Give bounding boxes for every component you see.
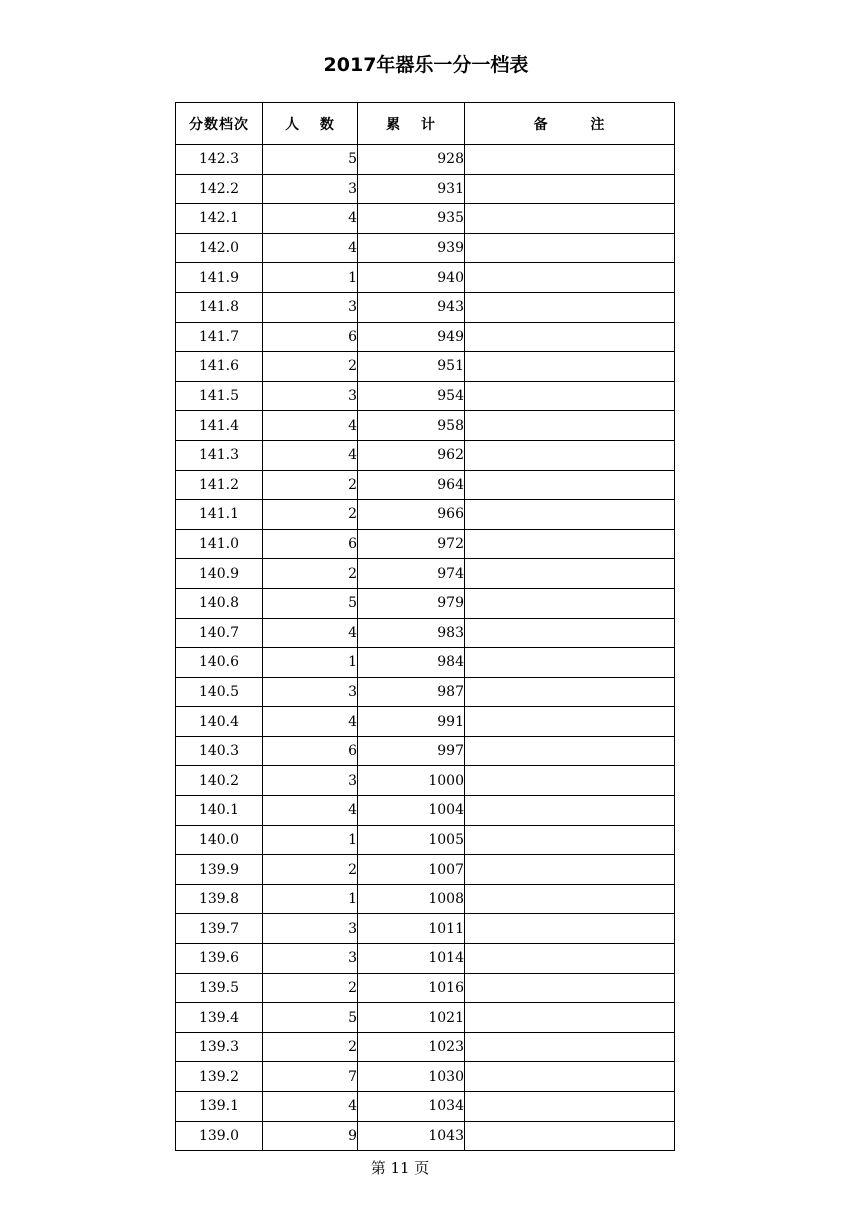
cumulative-cell: 1000 bbox=[358, 766, 465, 796]
header-remarks: 备 注 bbox=[465, 103, 675, 145]
cumulative-cell: 1034 bbox=[358, 1092, 465, 1122]
cumulative-cell: 943 bbox=[358, 292, 465, 322]
table-row bbox=[176, 855, 675, 885]
count-cell: 2 bbox=[263, 559, 358, 589]
score-cell: 139.5 bbox=[176, 973, 263, 1003]
table-row bbox=[176, 973, 675, 1003]
table-row bbox=[176, 559, 675, 589]
table-row bbox=[176, 322, 675, 352]
cumulative-cell: 1014 bbox=[358, 944, 465, 974]
cumulative-cell: 1021 bbox=[358, 1003, 465, 1033]
score-cell: 141.8 bbox=[176, 292, 263, 322]
table-row bbox=[176, 707, 675, 737]
score-cell: 140.1 bbox=[176, 796, 263, 826]
remarks-cell bbox=[465, 973, 675, 1003]
cumulative-cell: 1007 bbox=[358, 855, 465, 885]
remarks-cell bbox=[465, 707, 675, 737]
remarks-cell bbox=[465, 1062, 675, 1092]
count-cell: 4 bbox=[263, 411, 358, 441]
score-cell: 142.2 bbox=[176, 174, 263, 204]
cumulative-cell: 1005 bbox=[358, 825, 465, 855]
remarks-cell bbox=[465, 944, 675, 974]
table-row bbox=[176, 736, 675, 766]
table-row bbox=[176, 145, 675, 175]
score-cell: 139.6 bbox=[176, 944, 263, 974]
remarks-cell bbox=[465, 766, 675, 796]
cumulative-cell: 972 bbox=[358, 529, 465, 559]
table-row bbox=[176, 263, 675, 293]
table-row bbox=[176, 529, 675, 559]
count-cell: 4 bbox=[263, 796, 358, 826]
count-cell: 9 bbox=[263, 1121, 358, 1151]
score-cell: 142.3 bbox=[176, 145, 263, 175]
table-row bbox=[176, 1062, 675, 1092]
remarks-cell bbox=[465, 559, 675, 589]
table-row bbox=[176, 470, 675, 500]
remarks-cell bbox=[465, 204, 675, 234]
cumulative-cell: 954 bbox=[358, 381, 465, 411]
page-number: 第 11 页 bbox=[370, 1159, 430, 1177]
count-cell: 6 bbox=[263, 736, 358, 766]
table-row bbox=[176, 1032, 675, 1062]
count-cell: 4 bbox=[263, 618, 358, 648]
cumulative-cell: 1030 bbox=[358, 1062, 465, 1092]
cumulative-cell: 935 bbox=[358, 204, 465, 234]
cumulative-cell: 997 bbox=[358, 736, 465, 766]
score-cell: 139.7 bbox=[176, 914, 263, 944]
remarks-cell bbox=[465, 825, 675, 855]
remarks-cell bbox=[465, 440, 675, 470]
cumulative-cell: 939 bbox=[358, 233, 465, 263]
table-row bbox=[176, 944, 675, 974]
count-cell: 3 bbox=[263, 292, 358, 322]
count-cell: 7 bbox=[263, 1062, 358, 1092]
score-cell: 141.0 bbox=[176, 529, 263, 559]
table-row bbox=[176, 677, 675, 707]
count-cell: 4 bbox=[263, 1092, 358, 1122]
cumulative-cell: 991 bbox=[358, 707, 465, 737]
table-row bbox=[176, 440, 675, 470]
table-row bbox=[176, 825, 675, 855]
count-cell: 2 bbox=[263, 973, 358, 1003]
score-cell: 139.2 bbox=[176, 1062, 263, 1092]
remarks-cell bbox=[465, 1121, 675, 1151]
table-row bbox=[176, 648, 675, 678]
count-cell: 4 bbox=[263, 707, 358, 737]
count-cell: 6 bbox=[263, 529, 358, 559]
count-cell: 2 bbox=[263, 352, 358, 382]
count-cell: 4 bbox=[263, 440, 358, 470]
remarks-cell bbox=[465, 677, 675, 707]
score-cell: 139.4 bbox=[176, 1003, 263, 1033]
cumulative-cell: 962 bbox=[358, 440, 465, 470]
score-cell: 140.0 bbox=[176, 825, 263, 855]
score-cell: 139.3 bbox=[176, 1032, 263, 1062]
remarks-cell bbox=[465, 263, 675, 293]
table-row bbox=[176, 588, 675, 618]
count-cell: 2 bbox=[263, 1032, 358, 1062]
table-row bbox=[176, 1121, 675, 1151]
table-row bbox=[176, 914, 675, 944]
count-cell: 2 bbox=[263, 855, 358, 885]
remarks-cell bbox=[465, 1032, 675, 1062]
count-cell: 1 bbox=[263, 884, 358, 914]
score-cell: 141.6 bbox=[176, 352, 263, 382]
table-row bbox=[176, 1003, 675, 1033]
cumulative-cell: 958 bbox=[358, 411, 465, 441]
cumulative-cell: 983 bbox=[358, 618, 465, 648]
score-cell: 140.9 bbox=[176, 559, 263, 589]
count-cell: 5 bbox=[263, 145, 358, 175]
table-header-row bbox=[176, 103, 675, 145]
score-cell: 140.7 bbox=[176, 618, 263, 648]
score-cell: 141.5 bbox=[176, 381, 263, 411]
score-cell: 140.5 bbox=[176, 677, 263, 707]
header-cumulative: 累 计 bbox=[358, 103, 465, 145]
remarks-cell bbox=[465, 855, 675, 885]
cumulative-cell: 979 bbox=[358, 588, 465, 618]
score-cell: 139.1 bbox=[176, 1092, 263, 1122]
score-cell: 140.8 bbox=[176, 588, 263, 618]
remarks-cell bbox=[465, 588, 675, 618]
score-cell: 141.1 bbox=[176, 500, 263, 530]
remarks-cell bbox=[465, 233, 675, 263]
count-cell: 1 bbox=[263, 263, 358, 293]
remarks-cell bbox=[465, 500, 675, 530]
table-row bbox=[176, 204, 675, 234]
count-cell: 5 bbox=[263, 1003, 358, 1033]
count-cell: 3 bbox=[263, 677, 358, 707]
header-count: 人 数 bbox=[263, 103, 358, 145]
remarks-cell bbox=[465, 470, 675, 500]
count-cell: 4 bbox=[263, 204, 358, 234]
count-cell: 3 bbox=[263, 944, 358, 974]
cumulative-cell: 1016 bbox=[358, 973, 465, 1003]
remarks-cell bbox=[465, 381, 675, 411]
remarks-cell bbox=[465, 174, 675, 204]
table-row bbox=[176, 411, 675, 441]
remarks-cell bbox=[465, 914, 675, 944]
remarks-cell bbox=[465, 736, 675, 766]
table-row bbox=[176, 1092, 675, 1122]
score-cell: 142.1 bbox=[176, 204, 263, 234]
count-cell: 2 bbox=[263, 470, 358, 500]
score-cell: 140.4 bbox=[176, 707, 263, 737]
page-title: 2017年器乐一分一档表 bbox=[323, 54, 529, 76]
table-row bbox=[176, 174, 675, 204]
table-row bbox=[176, 766, 675, 796]
score-cell: 141.7 bbox=[176, 322, 263, 352]
score-cell: 139.8 bbox=[176, 884, 263, 914]
table-row bbox=[176, 292, 675, 322]
remarks-cell bbox=[465, 411, 675, 441]
count-cell: 1 bbox=[263, 648, 358, 678]
cumulative-cell: 1043 bbox=[358, 1121, 465, 1151]
cumulative-cell: 1008 bbox=[358, 884, 465, 914]
cumulative-cell: 928 bbox=[358, 145, 465, 175]
remarks-cell bbox=[465, 352, 675, 382]
count-cell: 5 bbox=[263, 588, 358, 618]
count-cell: 3 bbox=[263, 381, 358, 411]
score-cell: 141.9 bbox=[176, 263, 263, 293]
remarks-cell bbox=[465, 618, 675, 648]
remarks-cell bbox=[465, 529, 675, 559]
cumulative-cell: 1023 bbox=[358, 1032, 465, 1062]
cumulative-cell: 1004 bbox=[358, 796, 465, 826]
cumulative-cell: 949 bbox=[358, 322, 465, 352]
table-body bbox=[176, 145, 675, 1151]
cumulative-cell: 974 bbox=[358, 559, 465, 589]
header-score-level: 分数档次 bbox=[176, 103, 263, 145]
cumulative-cell: 1011 bbox=[358, 914, 465, 944]
score-cell: 140.3 bbox=[176, 736, 263, 766]
score-cell: 142.0 bbox=[176, 233, 263, 263]
cumulative-cell: 966 bbox=[358, 500, 465, 530]
table-row bbox=[176, 796, 675, 826]
count-cell: 4 bbox=[263, 233, 358, 263]
remarks-cell bbox=[465, 1003, 675, 1033]
remarks-cell bbox=[465, 648, 675, 678]
score-cell: 140.2 bbox=[176, 766, 263, 796]
remarks-cell bbox=[465, 796, 675, 826]
remarks-cell bbox=[465, 884, 675, 914]
table-row bbox=[176, 618, 675, 648]
remarks-cell bbox=[465, 292, 675, 322]
count-cell: 3 bbox=[263, 766, 358, 796]
table-row bbox=[176, 233, 675, 263]
remarks-cell bbox=[465, 145, 675, 175]
score-cell: 139.0 bbox=[176, 1121, 263, 1151]
table-row bbox=[176, 381, 675, 411]
count-cell: 3 bbox=[263, 914, 358, 944]
score-cell: 141.2 bbox=[176, 470, 263, 500]
score-cell: 141.3 bbox=[176, 440, 263, 470]
count-cell: 1 bbox=[263, 825, 358, 855]
remarks-cell bbox=[465, 1092, 675, 1122]
cumulative-cell: 940 bbox=[358, 263, 465, 293]
count-cell: 3 bbox=[263, 174, 358, 204]
cumulative-cell: 987 bbox=[358, 677, 465, 707]
count-cell: 6 bbox=[263, 322, 358, 352]
score-cell: 141.4 bbox=[176, 411, 263, 441]
cumulative-cell: 984 bbox=[358, 648, 465, 678]
table-row bbox=[176, 352, 675, 382]
score-cell: 140.6 bbox=[176, 648, 263, 678]
count-cell: 2 bbox=[263, 500, 358, 530]
cumulative-cell: 951 bbox=[358, 352, 465, 382]
table-row bbox=[176, 500, 675, 530]
score-cell: 139.9 bbox=[176, 855, 263, 885]
remarks-cell bbox=[465, 322, 675, 352]
table-row bbox=[176, 884, 675, 914]
score-table bbox=[175, 102, 675, 1151]
cumulative-cell: 931 bbox=[358, 174, 465, 204]
cumulative-cell: 964 bbox=[358, 470, 465, 500]
